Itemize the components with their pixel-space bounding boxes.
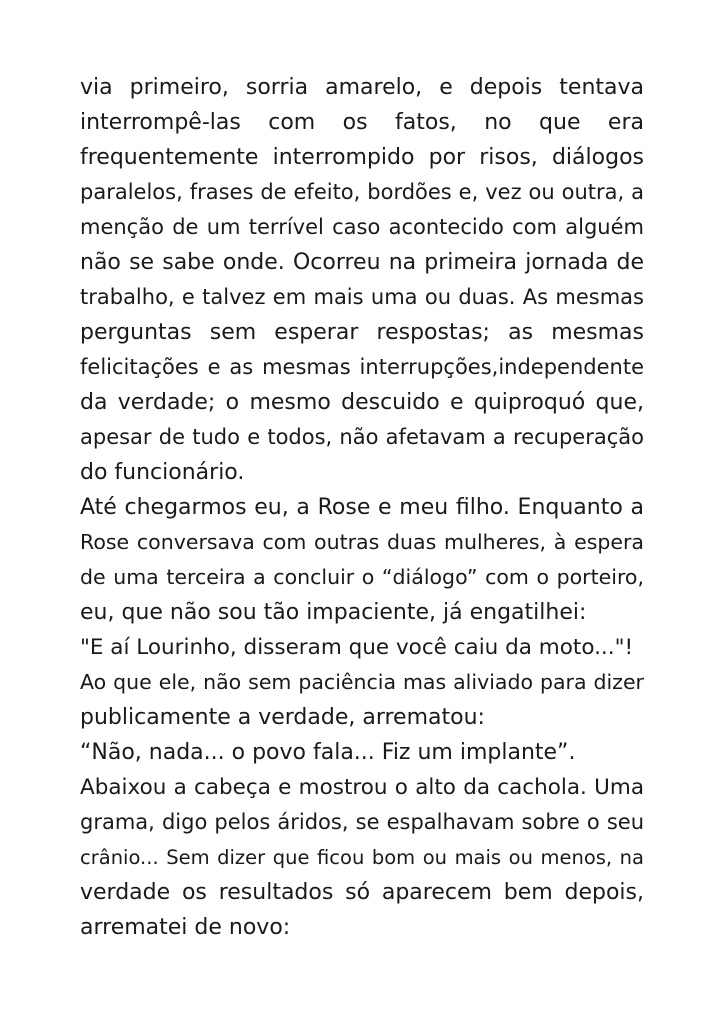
text-line: trabalho, e talvez em mais uma ou duas. As mesmas (80, 285, 644, 309)
text-line: arrematei de novo: (80, 915, 291, 940)
text-line: Rose conversava com outras duas mulheres, à espera (80, 530, 644, 554)
text-line: “Não, nada... o povo fala... Fiz um implante”. (80, 740, 576, 765)
text-line: Até chegarmos eu, a Rose e meu filho. Enquanto a (80, 495, 644, 520)
text-line: da verdade; o mesmo descuido e quiproquó que, (80, 390, 644, 415)
text-line: Ao que ele, não sem paciência mas aliviado para dizer (80, 670, 644, 694)
text-line: paralelos, frases de efeito, bordões e, vez ou outra, a (80, 180, 644, 204)
text-line: grama, digo pelos áridos, se espalhavam sobre o seu (80, 810, 644, 834)
text-line: Abaixou a cabeça e mostrou o alto da cachola. Uma (80, 775, 644, 800)
text-line: de uma terceira a concluir o “diálogo” com o porteiro, (80, 565, 644, 589)
text-line: interrompê-las com os fatos, no que era (80, 110, 644, 135)
text-line: publicamente a verdade, arrematou: (80, 705, 485, 730)
text-line: não se sabe onde. Ocorreu na primeira jornada de (80, 250, 644, 275)
text-line: verdade os resultados só aparecem bem depois, (80, 880, 644, 905)
text-line: "E aí Lourinho, disseram que você caiu da moto..."! (80, 635, 634, 660)
text-line: felicitações e as mesmas interrupções,independente (80, 355, 644, 379)
text-line: via primeiro, sorria amarelo, e depois tentava (80, 75, 644, 100)
text-line: frequentemente interrompido por risos, diálogos (80, 145, 644, 170)
text-line: crânio... Sem dizer que ficou bom ou mais ou menos, na (80, 846, 644, 869)
text-line: menção de um terrível caso acontecido com alguém (80, 215, 644, 239)
body-text (80, 70, 644, 945)
text-line: perguntas sem esperar respostas; as mesmas (80, 320, 644, 345)
text-line: apesar de tudo e todos, não afetavam a recuperação (80, 425, 644, 449)
text-line: eu, que não sou tão impaciente, já engatilhei: (80, 600, 587, 625)
text-line: do funcionário. (80, 460, 245, 485)
